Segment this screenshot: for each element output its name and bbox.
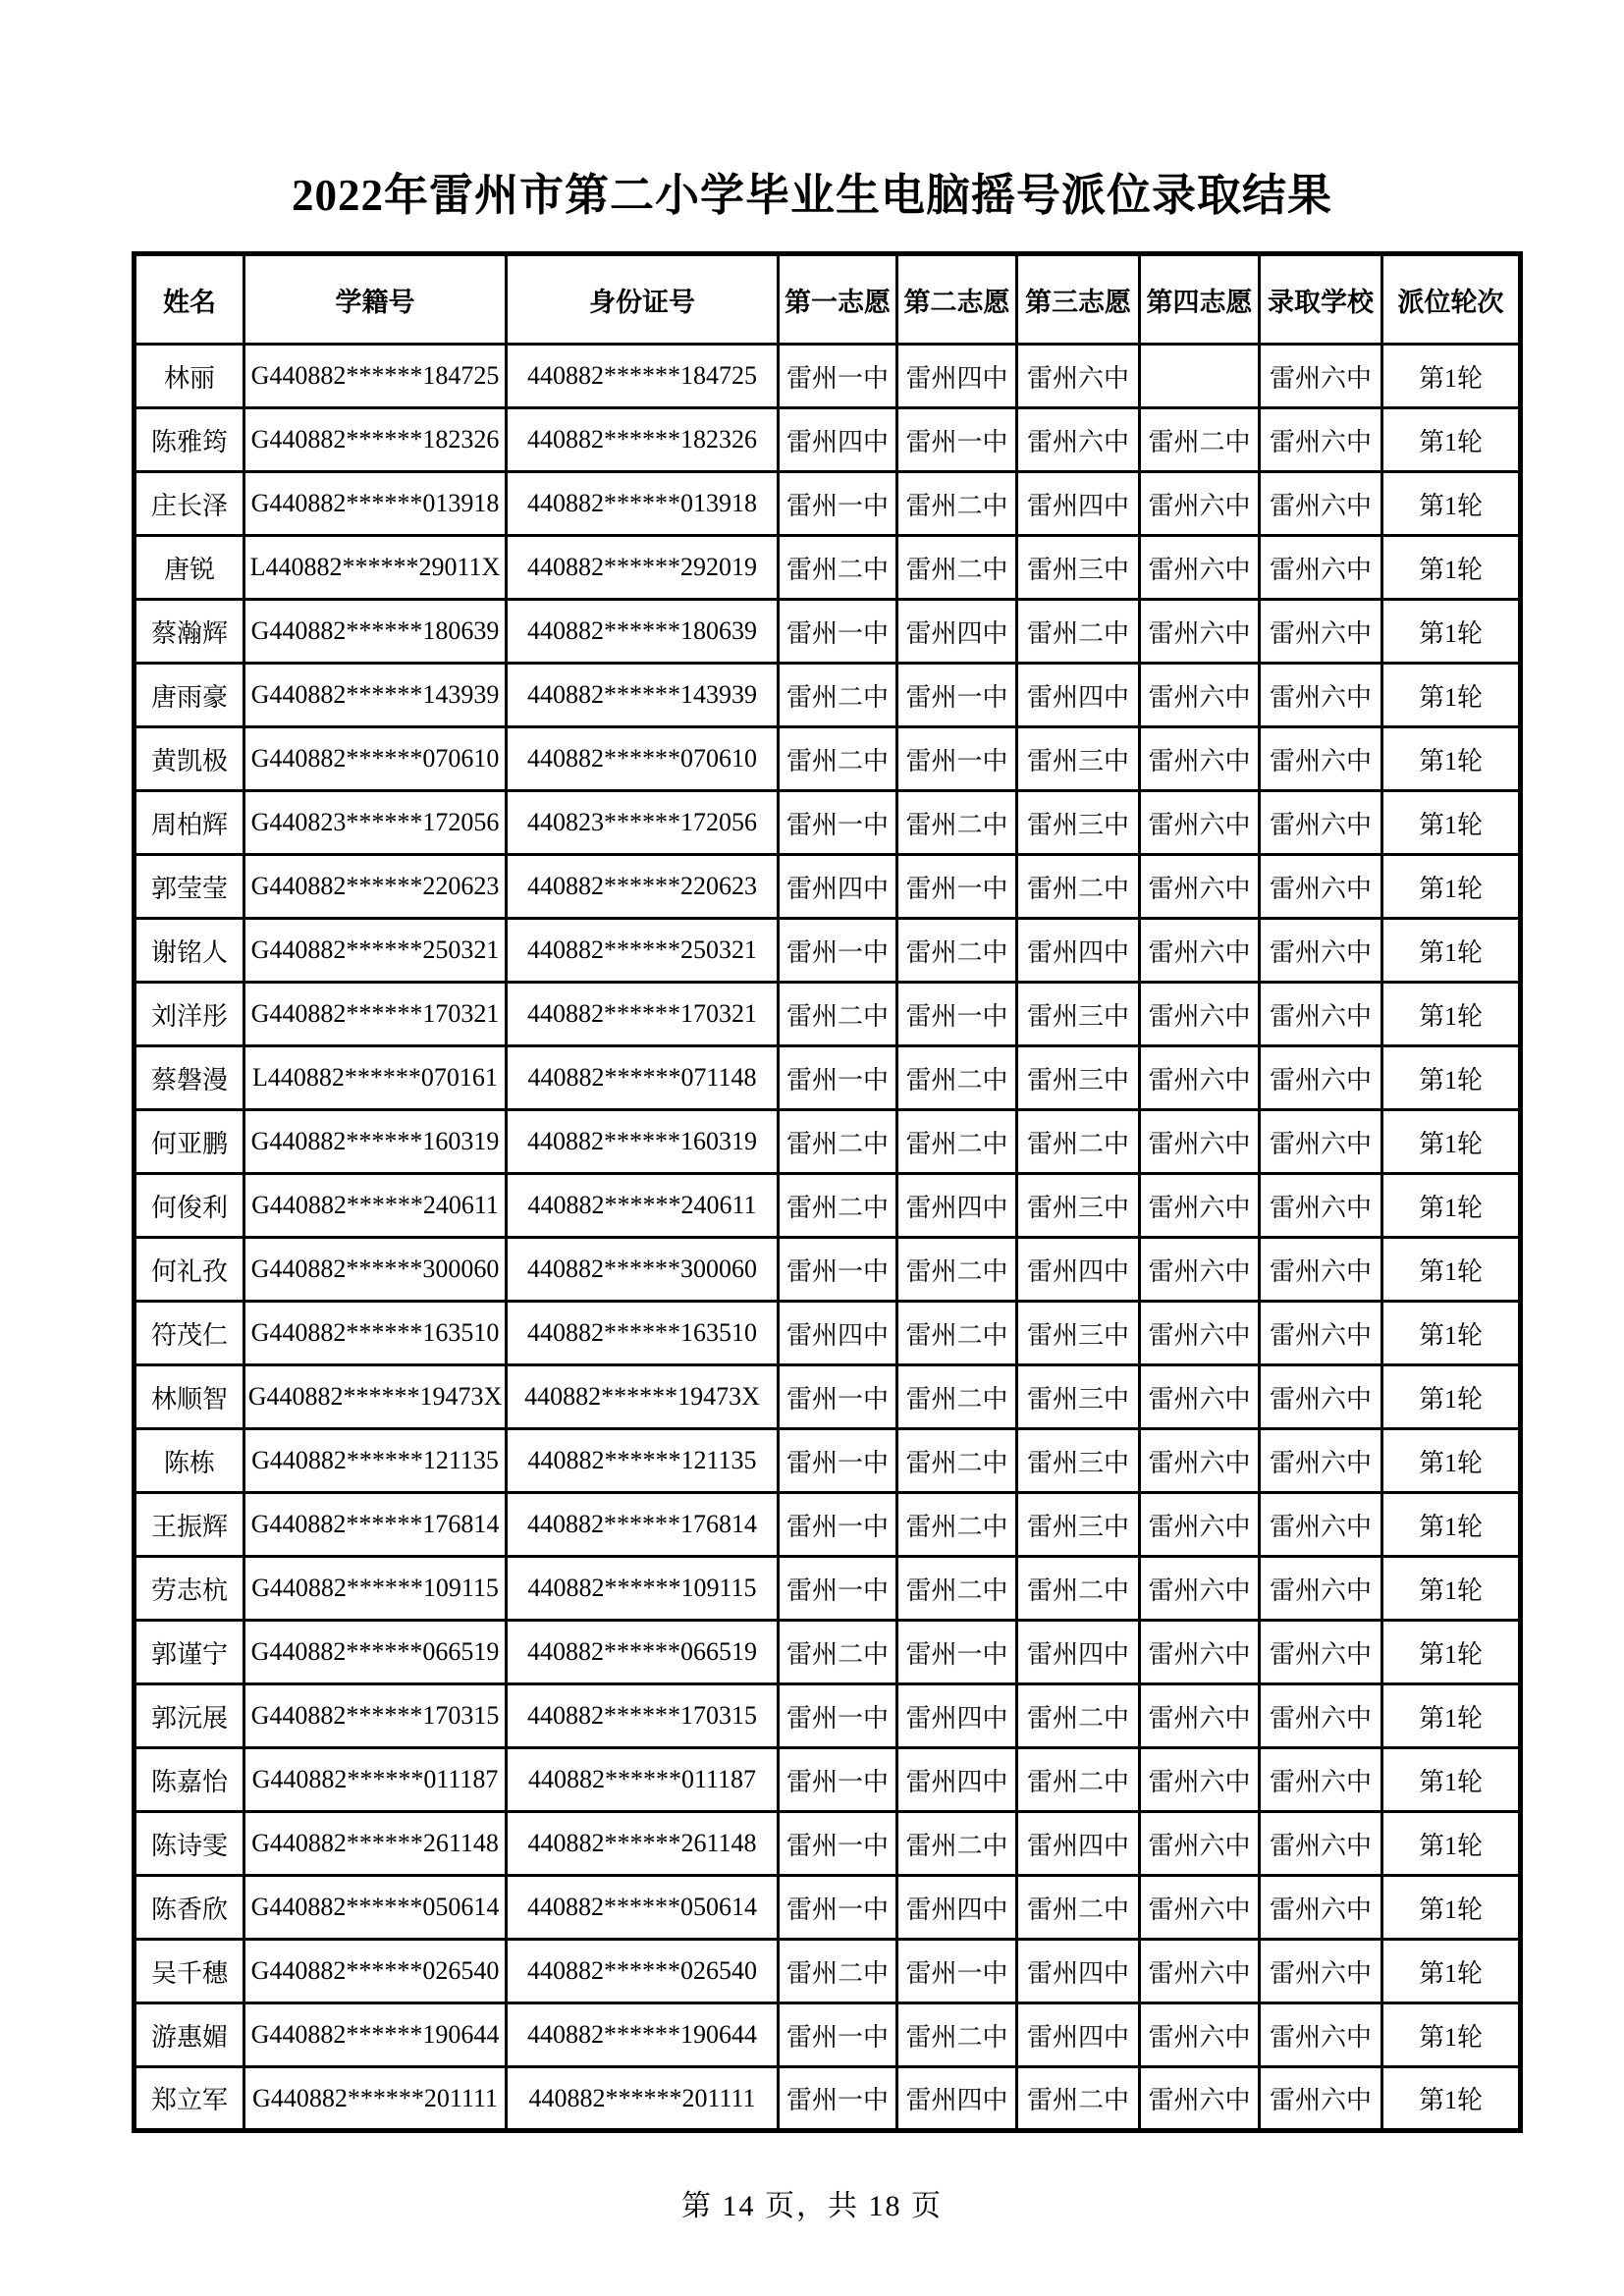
cell-choice-1: 雷州一中 (779, 472, 897, 536)
cell-admitted-school: 雷州六中 (1260, 727, 1382, 791)
cell-id-card: 440823******172056 (507, 791, 779, 855)
cell-name: 蔡磐漫 (135, 1046, 244, 1110)
cell-choice-2: 雷州二中 (897, 1238, 1017, 1302)
cell-admitted-school: 雷州六中 (1260, 2067, 1382, 2131)
cell-choice-3: 雷州三中 (1017, 1493, 1140, 1557)
column-header-admitted-school: 录取学校 (1260, 254, 1382, 345)
cell-placement-round: 第1轮 (1382, 1238, 1521, 1302)
cell-choice-1: 雷州四中 (779, 855, 897, 919)
cell-choice-4: 雷州六中 (1140, 2067, 1260, 2131)
cell-student-id: G440882******013918 (244, 472, 507, 536)
cell-choice-3: 雷州六中 (1017, 408, 1140, 472)
cell-student-id: G440882******160319 (244, 1110, 507, 1174)
cell-choice-2: 雷州二中 (897, 1046, 1017, 1110)
table-row (135, 1876, 1521, 1940)
cell-placement-round: 第1轮 (1382, 727, 1521, 791)
cell-placement-round: 第1轮 (1382, 1748, 1521, 1812)
cell-student-id: G440882******250321 (244, 919, 507, 983)
cell-choice-4: 雷州六中 (1140, 1812, 1260, 1876)
table-row (135, 1174, 1521, 1238)
cell-choice-2: 雷州二中 (897, 2003, 1017, 2067)
table-row (135, 727, 1521, 791)
cell-choice-2: 雷州二中 (897, 1110, 1017, 1174)
table-header-row (135, 254, 1521, 345)
cell-choice-2: 雷州二中 (897, 1429, 1017, 1493)
table-row (135, 664, 1521, 727)
cell-student-id: G440882******300060 (244, 1238, 507, 1302)
cell-id-card: 440882******240611 (507, 1174, 779, 1238)
cell-name: 刘洋彤 (135, 983, 244, 1046)
cell-id-card: 440882******300060 (507, 1238, 779, 1302)
cell-admitted-school: 雷州六中 (1260, 1238, 1382, 1302)
table-header (135, 254, 1521, 345)
cell-choice-1: 雷州二中 (779, 1174, 897, 1238)
cell-id-card: 440882******180639 (507, 600, 779, 664)
cell-choice-3: 雷州四中 (1017, 2003, 1140, 2067)
table-row (135, 600, 1521, 664)
table-row (135, 791, 1521, 855)
cell-admitted-school: 雷州六中 (1260, 791, 1382, 855)
table-row (135, 1557, 1521, 1621)
cell-student-id: G440882******180639 (244, 600, 507, 664)
cell-placement-round: 第1轮 (1382, 1110, 1521, 1174)
cell-placement-round: 第1轮 (1382, 1940, 1521, 2003)
cell-id-card: 440882******170321 (507, 983, 779, 1046)
table-row (135, 1429, 1521, 1493)
cell-choice-4: 雷州六中 (1140, 1365, 1260, 1429)
cell-placement-round: 第1轮 (1382, 600, 1521, 664)
cell-student-id: G440882******070610 (244, 727, 507, 791)
cell-choice-1: 雷州四中 (779, 408, 897, 472)
cell-id-card: 440882******190644 (507, 2003, 779, 2067)
cell-id-card: 440882******109115 (507, 1557, 779, 1621)
table-row (135, 536, 1521, 600)
cell-choice-4: 雷州六中 (1140, 2003, 1260, 2067)
cell-id-card: 440882******19473X (507, 1365, 779, 1429)
cell-choice-1: 雷州一中 (779, 1365, 897, 1429)
column-header-placement-round: 派位轮次 (1382, 254, 1521, 345)
table-row (135, 1812, 1521, 1876)
cell-choice-1: 雷州一中 (779, 1557, 897, 1621)
cell-name: 何亚鹏 (135, 1110, 244, 1174)
cell-id-card: 440882******292019 (507, 536, 779, 600)
cell-placement-round: 第1轮 (1382, 1174, 1521, 1238)
cell-choice-1: 雷州一中 (779, 2003, 897, 2067)
table-row (135, 1365, 1521, 1429)
cell-choice-2: 雷州四中 (897, 1748, 1017, 1812)
cell-choice-1: 雷州一中 (779, 1429, 897, 1493)
cell-admitted-school: 雷州六中 (1260, 1365, 1382, 1429)
cell-placement-round: 第1轮 (1382, 1493, 1521, 1557)
cell-admitted-school: 雷州六中 (1260, 1557, 1382, 1621)
cell-choice-2: 雷州二中 (897, 472, 1017, 536)
table-row (135, 1940, 1521, 2003)
cell-name: 陈香欣 (135, 1876, 244, 1940)
cell-id-card: 440882******070610 (507, 727, 779, 791)
cell-name: 谢铭人 (135, 919, 244, 983)
cell-choice-4: 雷州六中 (1140, 1621, 1260, 1684)
cell-choice-3: 雷州三中 (1017, 1302, 1140, 1365)
cell-choice-2: 雷州二中 (897, 1365, 1017, 1429)
cell-student-id: L440882******070161 (244, 1046, 507, 1110)
cell-name: 劳志杭 (135, 1557, 244, 1621)
table-row (135, 1493, 1521, 1557)
table-row (135, 1621, 1521, 1684)
cell-choice-2: 雷州一中 (897, 1940, 1017, 2003)
cell-choice-2: 雷州四中 (897, 2067, 1017, 2131)
cell-name: 陈栋 (135, 1429, 244, 1493)
admission-results-table (132, 251, 1523, 2133)
table-body (135, 345, 1521, 2131)
cell-id-card: 440882******261148 (507, 1812, 779, 1876)
cell-choice-1: 雷州二中 (779, 1110, 897, 1174)
cell-name: 蔡瀚辉 (135, 600, 244, 664)
cell-choice-4: 雷州六中 (1140, 1748, 1260, 1812)
cell-choice-1: 雷州二中 (779, 1940, 897, 2003)
cell-placement-round: 第1轮 (1382, 2067, 1521, 2131)
table-row (135, 1748, 1521, 1812)
cell-choice-4: 雷州六中 (1140, 664, 1260, 727)
column-header-choice-2: 第二志愿 (897, 254, 1017, 345)
cell-admitted-school: 雷州六中 (1260, 1940, 1382, 2003)
cell-choice-3: 雷州二中 (1017, 1876, 1140, 1940)
cell-placement-round: 第1轮 (1382, 408, 1521, 472)
cell-placement-round: 第1轮 (1382, 1365, 1521, 1429)
cell-name: 庄长泽 (135, 472, 244, 536)
cell-choice-3: 雷州三中 (1017, 983, 1140, 1046)
cell-choice-2: 雷州四中 (897, 600, 1017, 664)
cell-admitted-school: 雷州六中 (1260, 983, 1382, 1046)
cell-choice-3: 雷州二中 (1017, 2067, 1140, 2131)
cell-id-card: 440882******184725 (507, 345, 779, 408)
cell-admitted-school: 雷州六中 (1260, 664, 1382, 727)
table-row (135, 408, 1521, 472)
cell-student-id: G440882******163510 (244, 1302, 507, 1365)
cell-placement-round: 第1轮 (1382, 1812, 1521, 1876)
cell-choice-4: 雷州六中 (1140, 1302, 1260, 1365)
cell-student-id: G440882******050614 (244, 1876, 507, 1940)
cell-choice-3: 雷州三中 (1017, 1429, 1140, 1493)
cell-id-card: 440882******026540 (507, 1940, 779, 2003)
cell-id-card: 440882******182326 (507, 408, 779, 472)
table-row (135, 1046, 1521, 1110)
cell-choice-1: 雷州二中 (779, 536, 897, 600)
cell-choice-4: 雷州六中 (1140, 1238, 1260, 1302)
cell-student-id: G440882******176814 (244, 1493, 507, 1557)
cell-placement-round: 第1轮 (1382, 1621, 1521, 1684)
cell-choice-1: 雷州二中 (779, 983, 897, 1046)
cell-student-id: G440882******109115 (244, 1557, 507, 1621)
cell-name: 陈嘉怡 (135, 1748, 244, 1812)
cell-name: 林顺智 (135, 1365, 244, 1429)
cell-name: 周柏辉 (135, 791, 244, 855)
page-title: 2022年雷州市第二小学毕业生电脑摇号派位录取结果 (291, 171, 1332, 220)
cell-name: 林丽 (135, 345, 244, 408)
cell-choice-3: 雷州二中 (1017, 1110, 1140, 1174)
cell-id-card: 440882******163510 (507, 1302, 779, 1365)
cell-choice-4: 雷州六中 (1140, 536, 1260, 600)
cell-name: 符茂仁 (135, 1302, 244, 1365)
cell-admitted-school: 雷州六中 (1260, 855, 1382, 919)
cell-placement-round: 第1轮 (1382, 919, 1521, 983)
column-header-choice-3: 第三志愿 (1017, 254, 1140, 345)
cell-student-id: G440882******143939 (244, 664, 507, 727)
cell-choice-4: 雷州六中 (1140, 1174, 1260, 1238)
cell-choice-1: 雷州一中 (779, 1238, 897, 1302)
cell-choice-4: 雷州六中 (1140, 855, 1260, 919)
cell-choice-1: 雷州二中 (779, 1621, 897, 1684)
cell-choice-4: 雷州六中 (1140, 1684, 1260, 1748)
table-row (135, 919, 1521, 983)
cell-admitted-school: 雷州六中 (1260, 2003, 1382, 2067)
table-row (135, 1684, 1521, 1748)
cell-name: 王振辉 (135, 1493, 244, 1557)
cell-student-id: G440882******240611 (244, 1174, 507, 1238)
cell-id-card: 440882******066519 (507, 1621, 779, 1684)
cell-student-id: L440882******29011X (244, 536, 507, 600)
cell-admitted-school: 雷州六中 (1260, 1174, 1382, 1238)
cell-choice-2: 雷州一中 (897, 855, 1017, 919)
cell-admitted-school: 雷州六中 (1260, 919, 1382, 983)
column-header-name: 姓名 (135, 254, 244, 345)
cell-admitted-school: 雷州六中 (1260, 1621, 1382, 1684)
table-row (135, 2003, 1521, 2067)
cell-admitted-school: 雷州六中 (1260, 1684, 1382, 1748)
table-row (135, 1302, 1521, 1365)
cell-student-id: G440882******170315 (244, 1684, 507, 1748)
cell-choice-1: 雷州一中 (779, 2067, 897, 2131)
table-row (135, 345, 1521, 408)
cell-choice-2: 雷州二中 (897, 1302, 1017, 1365)
cell-choice-3: 雷州二中 (1017, 600, 1140, 664)
cell-name: 郭沅展 (135, 1684, 244, 1748)
table-row (135, 2067, 1521, 2131)
cell-placement-round: 第1轮 (1382, 1302, 1521, 1365)
cell-choice-4: 雷州六中 (1140, 791, 1260, 855)
cell-student-id: G440882******19473X (244, 1365, 507, 1429)
cell-choice-2: 雷州一中 (897, 664, 1017, 727)
cell-choice-3: 雷州四中 (1017, 1812, 1140, 1876)
cell-admitted-school: 雷州六中 (1260, 345, 1382, 408)
cell-choice-3: 雷州四中 (1017, 1621, 1140, 1684)
cell-placement-round: 第1轮 (1382, 855, 1521, 919)
cell-name: 黄凯极 (135, 727, 244, 791)
cell-choice-1: 雷州一中 (779, 1748, 897, 1812)
table-row (135, 472, 1521, 536)
cell-admitted-school: 雷州六中 (1260, 472, 1382, 536)
cell-choice-3: 雷州二中 (1017, 855, 1140, 919)
cell-choice-1: 雷州二中 (779, 727, 897, 791)
cell-choice-3: 雷州二中 (1017, 1557, 1140, 1621)
cell-name: 唐锐 (135, 536, 244, 600)
cell-admitted-school: 雷州六中 (1260, 1812, 1382, 1876)
cell-choice-3: 雷州三中 (1017, 791, 1140, 855)
cell-choice-4: 雷州六中 (1140, 1429, 1260, 1493)
cell-admitted-school: 雷州六中 (1260, 600, 1382, 664)
cell-name: 郭莹莹 (135, 855, 244, 919)
cell-choice-3: 雷州三中 (1017, 536, 1140, 600)
cell-choice-3: 雷州二中 (1017, 1748, 1140, 1812)
cell-choice-3: 雷州三中 (1017, 1174, 1140, 1238)
cell-id-card: 440882******170315 (507, 1684, 779, 1748)
cell-choice-4: 雷州六中 (1140, 472, 1260, 536)
cell-choice-1: 雷州一中 (779, 919, 897, 983)
cell-student-id: G440882******261148 (244, 1812, 507, 1876)
cell-choice-2: 雷州一中 (897, 1621, 1017, 1684)
cell-choice-3: 雷州二中 (1017, 1684, 1140, 1748)
cell-choice-2: 雷州二中 (897, 791, 1017, 855)
cell-id-card: 440882******176814 (507, 1493, 779, 1557)
table-row (135, 855, 1521, 919)
cell-student-id: G440882******220623 (244, 855, 507, 919)
cell-name: 何俊利 (135, 1174, 244, 1238)
cell-choice-1: 雷州四中 (779, 1302, 897, 1365)
cell-choice-3: 雷州四中 (1017, 1940, 1140, 2003)
cell-choice-3: 雷州四中 (1017, 472, 1140, 536)
cell-admitted-school: 雷州六中 (1260, 1493, 1382, 1557)
cell-placement-round: 第1轮 (1382, 983, 1521, 1046)
cell-student-id: G440882******182326 (244, 408, 507, 472)
cell-choice-1: 雷州一中 (779, 791, 897, 855)
cell-choice-3: 雷州三中 (1017, 1365, 1140, 1429)
cell-placement-round: 第1轮 (1382, 791, 1521, 855)
cell-choice-1: 雷州一中 (779, 345, 897, 408)
cell-id-card: 440882******011187 (507, 1748, 779, 1812)
cell-name: 陈诗雯 (135, 1812, 244, 1876)
cell-choice-2: 雷州二中 (897, 1493, 1017, 1557)
cell-id-card: 440882******143939 (507, 664, 779, 727)
cell-choice-1: 雷州一中 (779, 1876, 897, 1940)
cell-choice-4: 雷州六中 (1140, 1110, 1260, 1174)
column-header-choice-4: 第四志愿 (1140, 254, 1260, 345)
cell-placement-round: 第1轮 (1382, 664, 1521, 727)
cell-name: 唐雨豪 (135, 664, 244, 727)
cell-choice-4: 雷州六中 (1140, 919, 1260, 983)
cell-choice-1: 雷州二中 (779, 664, 897, 727)
cell-choice-2: 雷州一中 (897, 727, 1017, 791)
cell-id-card: 440882******201111 (507, 2067, 779, 2131)
column-header-choice-1: 第一志愿 (779, 254, 897, 345)
cell-choice-1: 雷州一中 (779, 1812, 897, 1876)
cell-name: 吴千穗 (135, 1940, 244, 2003)
cell-choice-3: 雷州六中 (1017, 345, 1140, 408)
cell-choice-2: 雷州二中 (897, 1557, 1017, 1621)
cell-choice-4: 雷州六中 (1140, 727, 1260, 791)
column-header-id-card: 身份证号 (507, 254, 779, 345)
cell-choice-3: 雷州三中 (1017, 727, 1140, 791)
cell-name: 陈雅筠 (135, 408, 244, 472)
cell-placement-round: 第1轮 (1382, 1876, 1521, 1940)
cell-choice-3: 雷州四中 (1017, 919, 1140, 983)
cell-placement-round: 第1轮 (1382, 1557, 1521, 1621)
cell-admitted-school: 雷州六中 (1260, 1876, 1382, 1940)
cell-admitted-school: 雷州六中 (1260, 1110, 1382, 1174)
cell-student-id: G440882******011187 (244, 1748, 507, 1812)
cell-student-id: G440882******190644 (244, 2003, 507, 2067)
cell-student-id: G440882******201111 (244, 2067, 507, 2131)
cell-admitted-school: 雷州六中 (1260, 1748, 1382, 1812)
cell-admitted-school: 雷州六中 (1260, 1046, 1382, 1110)
cell-choice-2: 雷州二中 (897, 1812, 1017, 1876)
cell-name: 游惠媚 (135, 2003, 244, 2067)
cell-student-id: G440882******066519 (244, 1621, 507, 1684)
column-header-student-id: 学籍号 (244, 254, 507, 345)
cell-student-id: G440823******172056 (244, 791, 507, 855)
cell-id-card: 440882******250321 (507, 919, 779, 983)
cell-student-id: G440882******121135 (244, 1429, 507, 1493)
cell-placement-round: 第1轮 (1382, 536, 1521, 600)
cell-choice-2: 雷州四中 (897, 1174, 1017, 1238)
cell-choice-4: 雷州六中 (1140, 983, 1260, 1046)
cell-choice-3: 雷州四中 (1017, 1238, 1140, 1302)
cell-name: 郑立军 (135, 2067, 244, 2131)
cell-name: 郭谨宁 (135, 1621, 244, 1684)
cell-placement-round: 第1轮 (1382, 345, 1521, 408)
cell-student-id: G440882******184725 (244, 345, 507, 408)
cell-choice-1: 雷州一中 (779, 1493, 897, 1557)
cell-placement-round: 第1轮 (1382, 1429, 1521, 1493)
cell-admitted-school: 雷州六中 (1260, 536, 1382, 600)
cell-id-card: 440882******050614 (507, 1876, 779, 1940)
cell-choice-4: 雷州六中 (1140, 1876, 1260, 1940)
cell-choice-1: 雷州一中 (779, 600, 897, 664)
cell-choice-3: 雷州四中 (1017, 664, 1140, 727)
table-row (135, 1238, 1521, 1302)
cell-name: 何礼孜 (135, 1238, 244, 1302)
cell-placement-round: 第1轮 (1382, 472, 1521, 536)
cell-id-card: 440882******160319 (507, 1110, 779, 1174)
cell-student-id: G440882******026540 (244, 1940, 507, 2003)
cell-choice-4: 雷州二中 (1140, 408, 1260, 472)
cell-choice-4 (1140, 345, 1260, 408)
cell-placement-round: 第1轮 (1382, 2003, 1521, 2067)
cell-choice-1: 雷州一中 (779, 1684, 897, 1748)
cell-choice-4: 雷州六中 (1140, 600, 1260, 664)
cell-admitted-school: 雷州六中 (1260, 408, 1382, 472)
cell-id-card: 440882******220623 (507, 855, 779, 919)
cell-id-card: 440882******121135 (507, 1429, 779, 1493)
cell-id-card: 440882******071148 (507, 1046, 779, 1110)
cell-choice-4: 雷州六中 (1140, 1940, 1260, 2003)
cell-choice-2: 雷州四中 (897, 1684, 1017, 1748)
table-row (135, 1110, 1521, 1174)
cell-choice-1: 雷州一中 (779, 1046, 897, 1110)
cell-choice-4: 雷州六中 (1140, 1557, 1260, 1621)
cell-choice-2: 雷州二中 (897, 536, 1017, 600)
cell-choice-3: 雷州三中 (1017, 1046, 1140, 1110)
cell-placement-round: 第1轮 (1382, 1046, 1521, 1110)
cell-choice-2: 雷州四中 (897, 345, 1017, 408)
cell-choice-2: 雷州四中 (897, 1876, 1017, 1940)
cell-admitted-school: 雷州六中 (1260, 1429, 1382, 1493)
cell-choice-2: 雷州一中 (897, 408, 1017, 472)
cell-choice-4: 雷州六中 (1140, 1046, 1260, 1110)
cell-choice-2: 雷州二中 (897, 919, 1017, 983)
cell-id-card: 440882******013918 (507, 472, 779, 536)
cell-choice-4: 雷州六中 (1140, 1493, 1260, 1557)
cell-admitted-school: 雷州六中 (1260, 1302, 1382, 1365)
table-row (135, 983, 1521, 1046)
cell-placement-round: 第1轮 (1382, 1684, 1521, 1748)
cell-choice-2: 雷州一中 (897, 983, 1017, 1046)
page-number: 第 14 页，共 18 页 (681, 2190, 943, 2222)
cell-student-id: G440882******170321 (244, 983, 507, 1046)
